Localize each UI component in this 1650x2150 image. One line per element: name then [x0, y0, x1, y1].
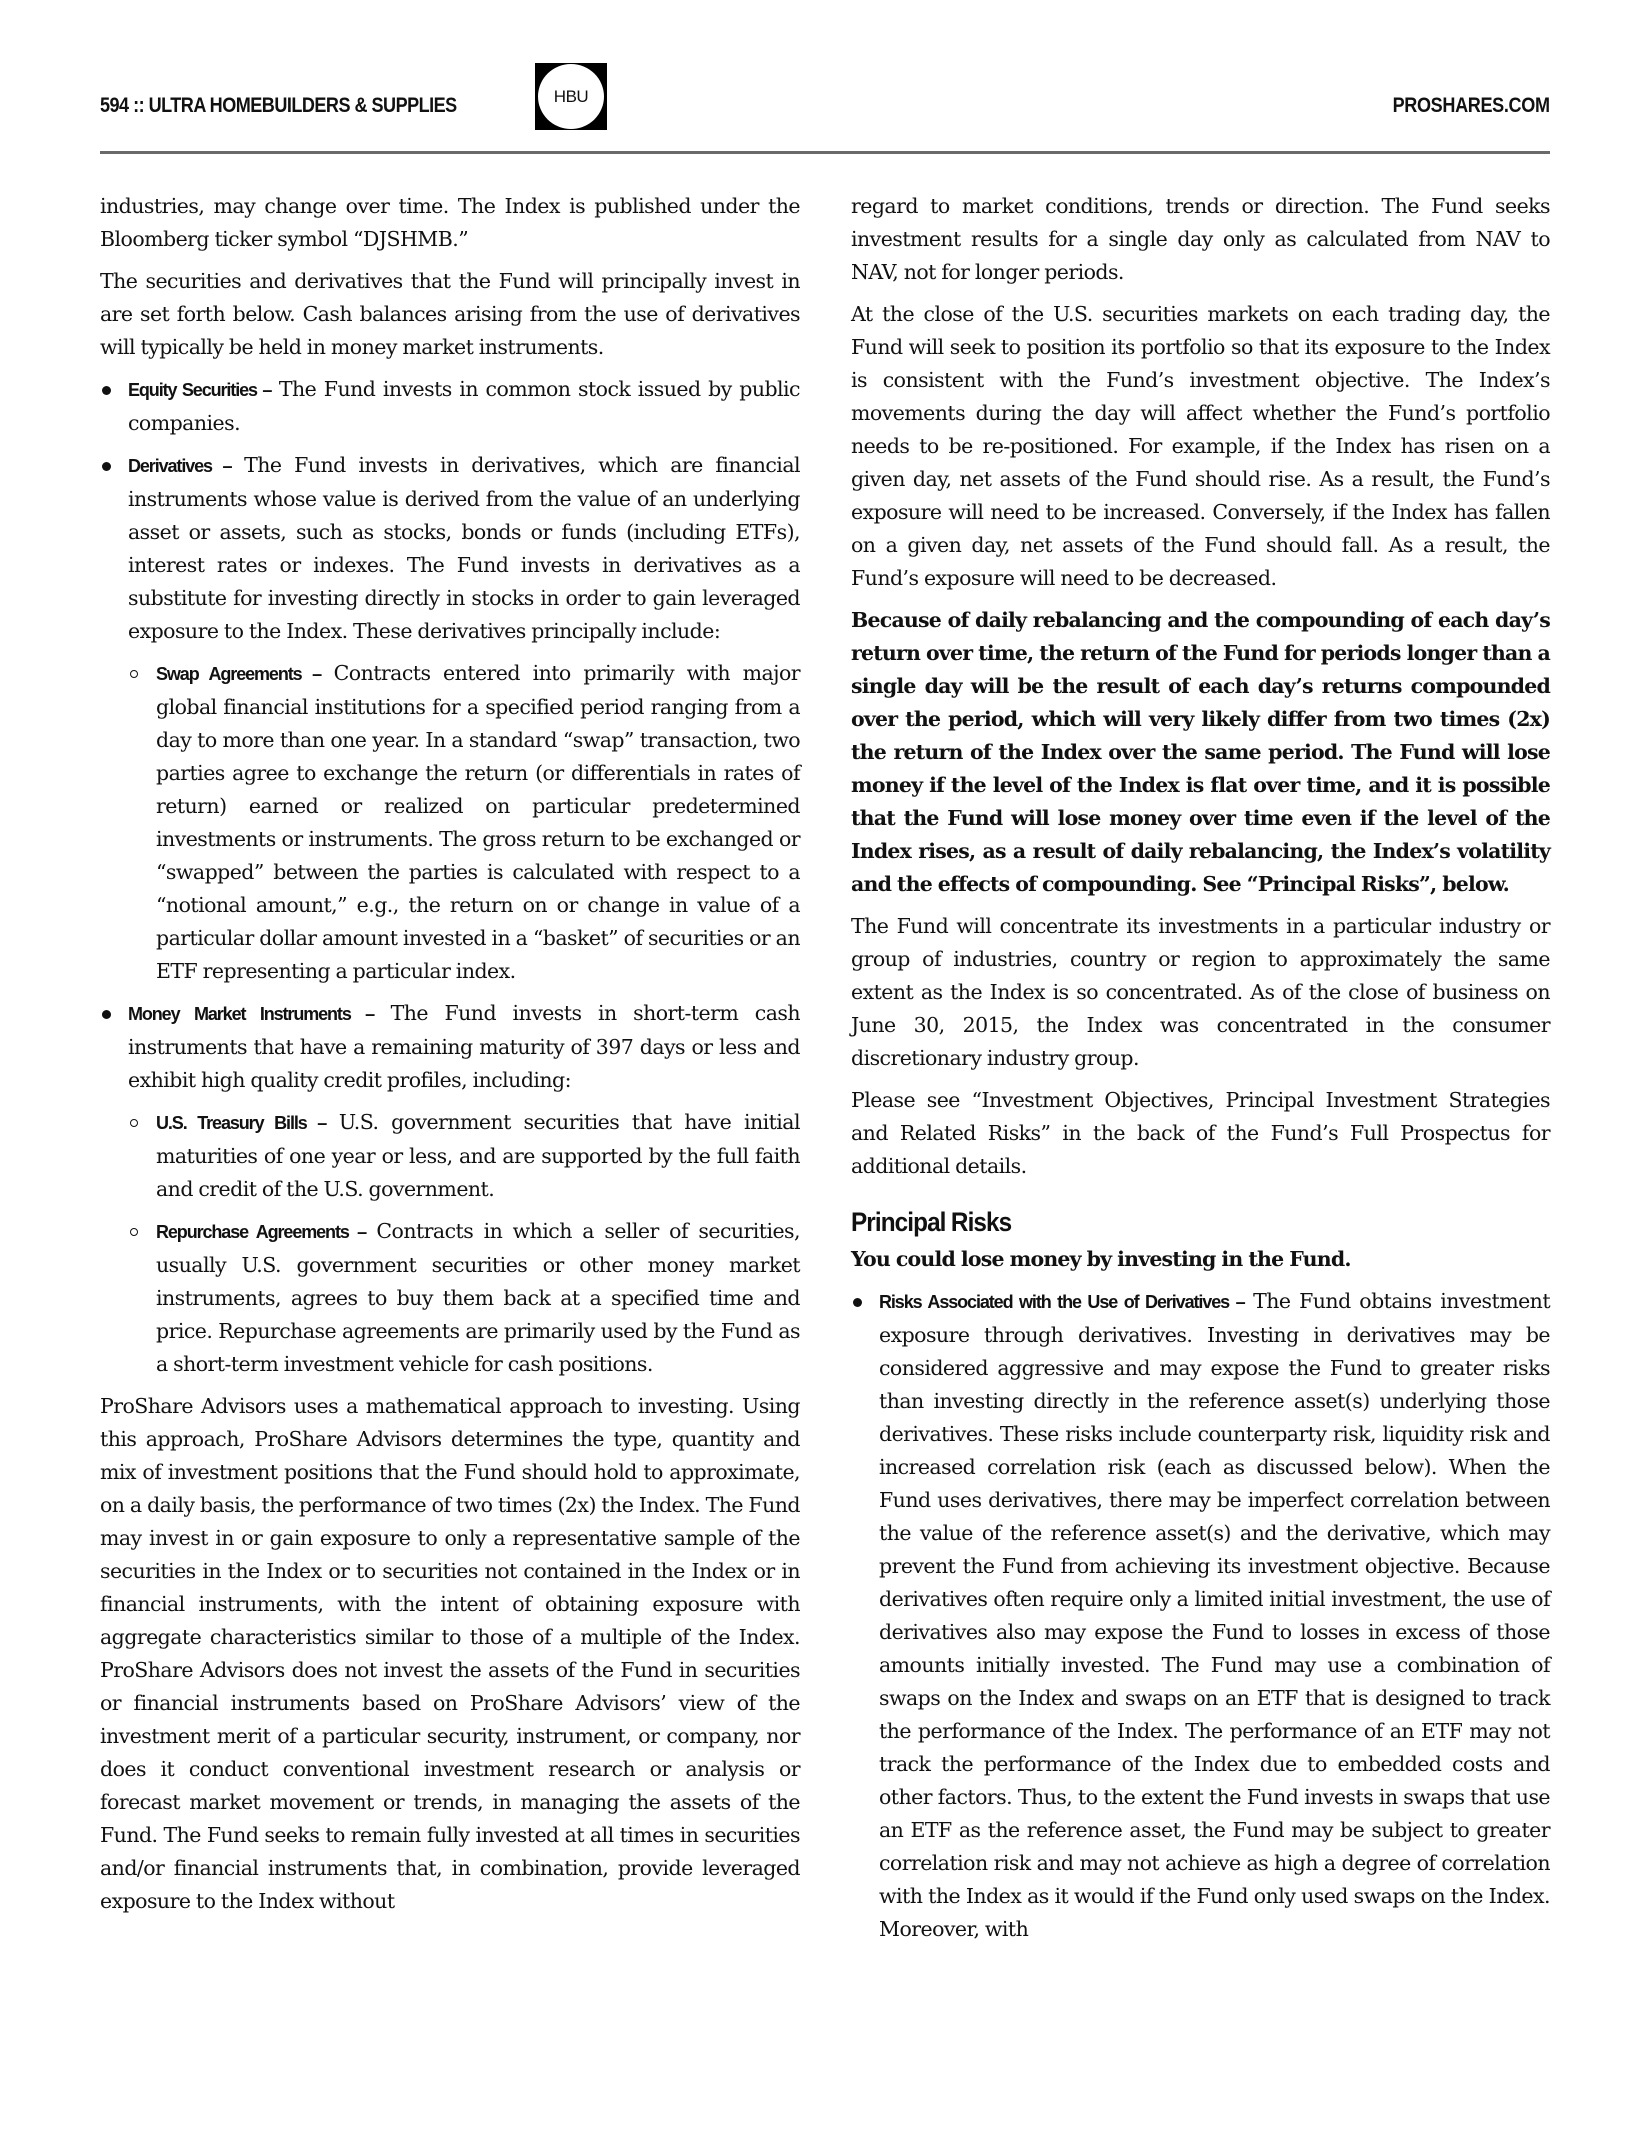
- term-label: Risks Associated with the Use of Derivatives –: [879, 1292, 1245, 1312]
- list-item-equity-securities: [100, 373, 800, 440]
- term-description: Contracts entered into primarily with major global financial institutions for a specified period ranging from a day to more than one year. In a standard “swap” transaction, two parties agree to exchange the return (or differentials in rates of return) earned or realized on particular predetermined investments or instruments. The gross return to be exchanged or “swapped” between the parties is calculated with respect to a “notional amount,” e.g., the return on or change in value of a particular dollar amount invested in a “basket” of securities or an ETF representing a particular index.: [156, 661, 801, 983]
- term-description: The Fund invests in short-term cash instruments that have a remaining maturity of 397 days or less and exhibit high quality credit profiles, including:: [128, 1001, 800, 1092]
- left-column: [100, 190, 800, 1927]
- sub-item-swap-agreements: [128, 657, 800, 988]
- paragraph-concentration: The Fund will concentrate its investments in a particular industry or group of industries, country or region to approximately the same extent as the Index is so concentrated. As of the close of business on June 30, 2015, the Index was concentrated in the consumer discretionary industry group.: [851, 914, 1550, 1070]
- paragraph-see-prospectus: Please see “Investment Objectives, Principal Investment Strategies and Related Risks” in the back of the Fund’s Full Prospectus for additional details.: [851, 1088, 1550, 1178]
- term-description: The Fund invests in derivatives, which are financial instruments whose value is derived from the value of an underlying asset or assets, such as stocks, bonds or funds (including ETFs), interest rates or indexes. The Fund invests in derivatives as a substitute for investing directly in stocks in order to gain leveraged exposure to the Index. These derivatives principally include:: [128, 453, 800, 643]
- list-item-derivatives-risk: [851, 1285, 1550, 1946]
- term-description: The Fund invests in common stock issued by public companies.: [128, 377, 800, 435]
- paragraph-compounding-warning: Because of daily rebalancing and the compounding of each day’s return over time, the return of the Fund for periods longer than a single day will be the result of each day’s returns compounded over the period, which will very likely differ from two times (2x) the return of the Index over the same period. The Fund will lose money if the level of the Index is flat over time, and it is possible that the Fund will lose money over time even if the level of the Index rises, as a result of daily rebalancing, the Index’s volatility and the effects of compounding. See “Principal Risks”, below.: [851, 608, 1550, 896]
- list-item-derivatives: [100, 449, 800, 988]
- term-description: Contracts in which a seller of securities, usually U.S. government securities or other money market instruments, agrees to buy them back at a specified time and price. Repurchase agreements are primarily used by the Fund as a short-term investment vehicle for cash positions.: [156, 1219, 800, 1376]
- list-item-money-market-instruments: [100, 997, 800, 1381]
- page-header: [100, 60, 1550, 155]
- risk-warning-subheading: You could lose money by investing in the Fund.: [851, 1247, 1351, 1271]
- sub-item-treasury-bills: [128, 1106, 800, 1206]
- section-heading-principal-risks: Principal Risks: [851, 1207, 1012, 1237]
- term-label: Swap Agreements –: [156, 664, 322, 684]
- page-number-and-fund-title: 594 :: ULTRA HOMEBUILDERS & SUPPLIES: [100, 94, 457, 117]
- paragraph-mathematical-approach: ProShare Advisors uses a mathematical approach to investing. Using this approach, ProShare Advisors determines the type, quantity and mix of investment positions that the Fund should hold to approximate, on a daily basis, the performance of two times (2x) the Index. The Fund may invest in or gain exposure to only a representative sample of the securities in the Index or to securities not contained in the Index or in financial instruments, with the intent of obtaining exposure with aggregate characteristics similar to those of a multiple of the Index. ProShare Advisors does not invest the assets of the Fund in securities or financial instruments based on ProShare Advisors’ view of the investment merit of a particular security, instrument, or company, nor does it conduct conventional investment research or analysis or forecast market movement or trends, in managing the assets of the Fund. The Fund seeks to remain fully invested at all times in securities and/or financial instruments that, in combination, provide leveraged exposure to the Index without: [100, 1394, 800, 1913]
- paragraph-securities-intro: The securities and derivatives that the Fund will principally invest in are set forth below. Cash balances arising from the use of derivatives will typically be held in money market instruments.: [100, 269, 800, 359]
- paragraph-daily-positioning: At the close of the U.S. securities markets on each trading day, the Fund will seek to position its portfolio so that its exposure to the Index is consistent with the Fund’s investment objective. The Index’s movements during the day will affect whether the Fund’s portfolio needs to be re-positioned. For example, if the Index has risen on a given day, net assets of the Fund should rise. As a result, the Fund’s exposure will need to be increased. Conversely, if the Index has fallen on a given day, net assets of the Fund should fall. As a result, the Fund’s exposure will need to be decreased.: [851, 302, 1550, 590]
- term-label: U.S. Treasury Bills –: [156, 1113, 327, 1133]
- right-column: [851, 190, 1550, 1955]
- header-divider: [100, 151, 1550, 154]
- ticker-badge: HBU: [538, 64, 604, 129]
- paragraph-index-ticker: industries, may change over time. The Index is published under the Bloomberg ticker symbol “DJSHMB.”: [100, 194, 800, 251]
- sub-item-repurchase-agreements: [128, 1215, 800, 1381]
- fund-ticker-logo: [535, 63, 607, 130]
- term-label: Money Market Instruments –: [128, 1004, 375, 1024]
- paragraph-market-conditions: regard to market conditions, trends or direction. The Fund seeks investment results for a single day only as calculated from NAV to NAV, not for longer periods.: [851, 194, 1550, 284]
- term-description: The Fund obtains investment exposure through derivatives. Investing in derivatives may be considered aggressive and may expose the Fund to greater risks than investing directly in the reference asset(s) underlying those derivatives. These risks include counterparty risk, liquidity risk and increased correlation risk (each as discussed below). When the Fund uses derivatives, there may be imperfect correlation between the value of the reference asset(s) and the derivative, which may prevent the Fund from achieving its investment objective. Because derivatives often require only a limited initial investment, the use of derivatives also may expose the Fund to losses in excess of those amounts initially invested. The Fund may use a combination of swaps on the Index and swaps on an ETF that is designed to track the performance of the Index. The performance of an ETF may not track the performance of the Index due to embedded costs and other factors. Thus, to the extent the Fund invests in swaps that use an ETF as the reference asset, the Fund may be subject to greater correlation risk and may not achieve as high a degree of correlation with the Index as it would if the Fund only used swaps on the Index. Moreover, with: [879, 1289, 1551, 1941]
- term-label: Derivatives –: [128, 456, 232, 476]
- term-label: Equity Securities –: [128, 380, 272, 400]
- website-label: PROSHARES.COM: [1392, 94, 1550, 117]
- term-description: U.S. government securities that have initial maturities of one year or less, and are supported by the full faith and credit of the U.S. government.: [156, 1110, 800, 1201]
- term-label: Repurchase Agreements –: [156, 1222, 366, 1242]
